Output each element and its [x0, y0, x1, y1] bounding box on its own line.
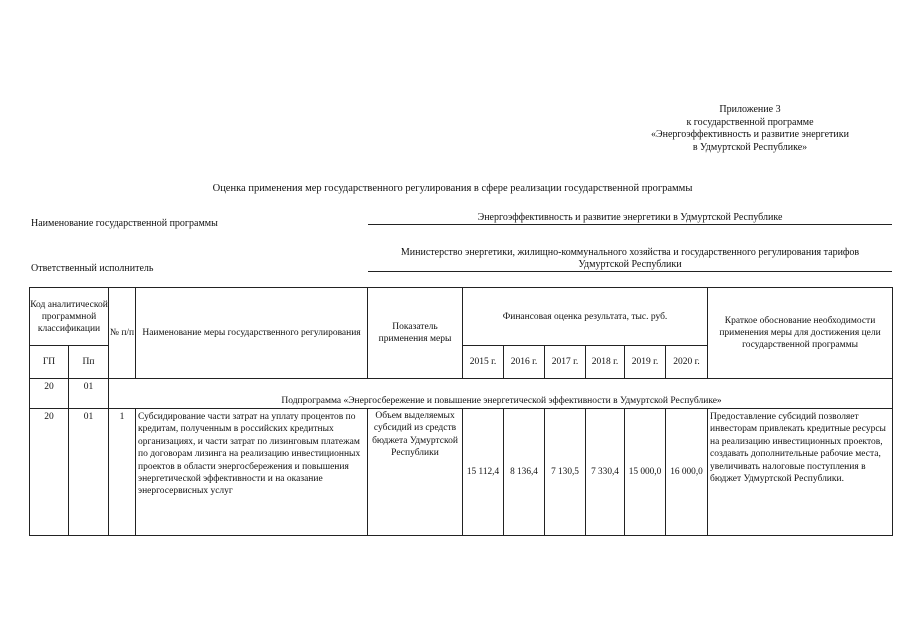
program-name-label: Наименование государственной программы	[31, 218, 218, 229]
document-title: Оценка применения мер государственного регулирования в сфере реализации государственной программы	[212, 183, 693, 194]
row-number: 1	[109, 409, 136, 536]
row-value-2016: 8 136,4	[504, 409, 545, 536]
subprogram-title: Подпрограмма «Энергосбережение и повышение энергетической эффективности в Удмуртской Республике»	[109, 379, 893, 409]
row-pp: 01	[69, 409, 109, 536]
row-indicator: Объем выделяемых субсидий из средств бюджета Удмуртской Республики	[368, 409, 463, 536]
program-name-value: Энергоэффективность и развитие энергетики в Удмуртской Республике	[368, 212, 892, 225]
executor-line-1: Министерство энергетики, жилищно-коммунального хозяйства и государственного регулирования тарифов	[400, 247, 860, 258]
appendix-line-4: в Удмуртской Республике»	[692, 141, 808, 153]
header-code: Код аналитической программной классификации	[30, 288, 109, 346]
header-indicator: Показатель применения меры	[368, 288, 463, 379]
appendix-line-2: к государственной программе	[686, 116, 814, 128]
subprogram-gp: 20	[30, 379, 69, 409]
header-year-2018: 2018 г.	[586, 346, 625, 379]
table-header-row-1	[30, 288, 893, 346]
subprogram-pp: 01	[69, 379, 109, 409]
executor-value	[368, 247, 892, 272]
header-year-2017: 2017 г.	[545, 346, 586, 379]
table-row	[30, 409, 893, 536]
header-justification: Краткое обоснование необходимости применения меры для достижения цели государственной программы	[708, 288, 893, 379]
header-financial-estimate: Финансовая оценка результата, тыс. руб.	[463, 288, 708, 346]
appendix-line-1: Приложение 3	[719, 104, 781, 115]
header-pp: Пп	[69, 346, 109, 379]
executor-line-2: Удмуртской Республики	[578, 259, 682, 270]
appendix-header	[600, 104, 900, 154]
row-value-2017: 7 130,5	[545, 409, 586, 536]
executor-label: Ответственный исполнитель	[31, 263, 154, 274]
header-year-2015: 2015 г.	[463, 346, 504, 379]
header-year-2016: 2016 г.	[504, 346, 545, 379]
row-value-2018: 7 330,4	[586, 409, 625, 536]
row-gp: 20	[30, 409, 69, 536]
header-number: № п/п	[109, 288, 136, 379]
subprogram-row	[30, 379, 893, 409]
row-value-2020: 16 000,0	[666, 409, 708, 536]
row-value-2015: 15 112,4	[463, 409, 504, 536]
header-measure-name: Наименование меры государственного регулирования	[136, 288, 368, 379]
row-measure: Субсидирование части затрат на уплату процентов по кредитам, полученным в российских кредитных организациях, и части затрат по лизинговым платежам по договорам лизинга на реализацию инвестиционных проектов в области энергосбережения и повышения энергетической эффективности и на оказание энергосервисных услуг	[136, 409, 368, 536]
row-value-2019: 15 000,0	[625, 409, 666, 536]
row-justification: Предоставление субсидий позволяет инвесторам привлекать кредитные ресурсы на реализацию инвестиционных проектов, создавать дополнительные рабочие места, увеличивать налоговые поступления в бюджет Удмуртской Республики.	[708, 409, 893, 536]
header-year-2019: 2019 г.	[625, 346, 666, 379]
appendix-line-3: «Энергоэффективность и развитие энергетики	[651, 129, 849, 140]
header-gp: ГП	[30, 346, 69, 379]
regulation-measures-table	[29, 287, 893, 536]
header-year-2020: 2020 г.	[666, 346, 708, 379]
